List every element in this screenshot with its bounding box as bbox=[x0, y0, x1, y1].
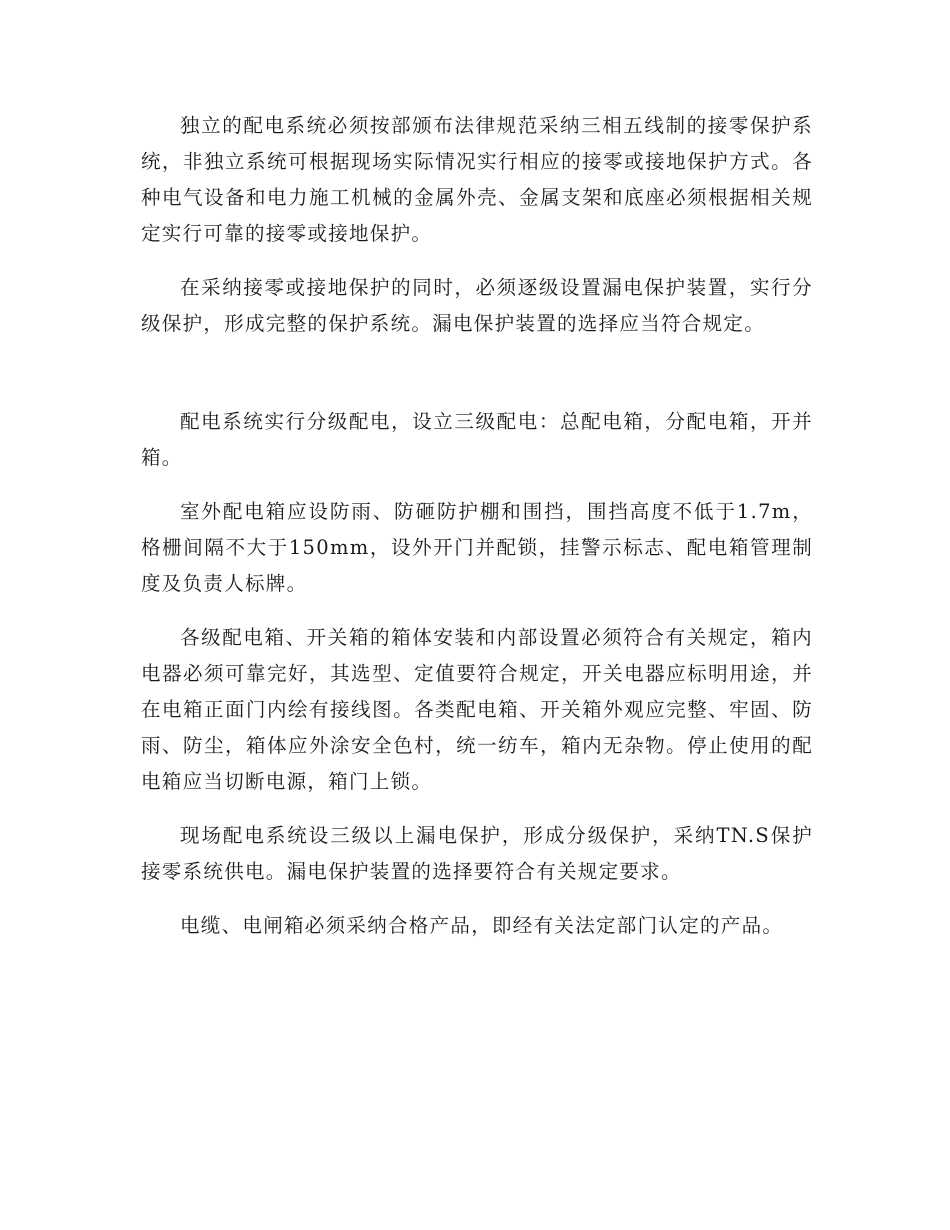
paragraph-grounding-system: 独立的配电系统必须按部颁布法律规范采纳三相五线制的接零保护系统，非独立系统可根据现场实际情况实行相应的接零或接地保护方式。各种电气设备和电力施工机械的金属外壳、金属支架和底座必须根据相关规定实行可靠的接零或接地保护。 bbox=[141, 114, 813, 245]
document-body bbox=[141, 108, 813, 962]
paragraph-box-installation: 各级配电箱、开关箱的箱体安装和内部设置必须符合有关规定，箱内电器必须可靠完好，其选型、定值要符合规定，开关电器应标明用途，并在电箱正面门内绘有接线图。各类配电箱、开关箱外观应完整、牢固、防雨、防尘，箱体应外涂安全色村，统一纺车，箱内无杂物。停止使用的配电箱应当切断电源，箱门上锁。 bbox=[141, 626, 813, 793]
paragraph-qualified-products: 电缆、电闸箱必须采纳合格产品，即经有关法定部门认定的产品。 bbox=[180, 914, 784, 937]
paragraph-tns-system: 现场配电系统设三级以上漏电保护，形成分级保护，采纳TN.S保护接零系统供电。漏电保护装置的选择要符合有关规定要求。 bbox=[141, 824, 813, 883]
paragraph-leakage-protection: 在采纳接零或接地保护的同时，必须逐级设置漏电保护装置，实行分级保护，形成完整的保护系统。漏电保护装置的选择应当符合规定。 bbox=[141, 276, 813, 335]
section-gap bbox=[141, 360, 813, 404]
paragraph-three-level-distribution: 配电系统实行分级配电，设立三级配电：总配电箱，分配电箱，开并箱。 bbox=[141, 410, 813, 469]
paragraph-outdoor-box: 室外配电箱应设防雨、防砸防护棚和围挡，围挡高度不低于1.7m，格栅间隔不大于150mm，设外开门并配锁，挂警示标志、配电箱管理制度及负责人标牌。 bbox=[141, 500, 813, 595]
